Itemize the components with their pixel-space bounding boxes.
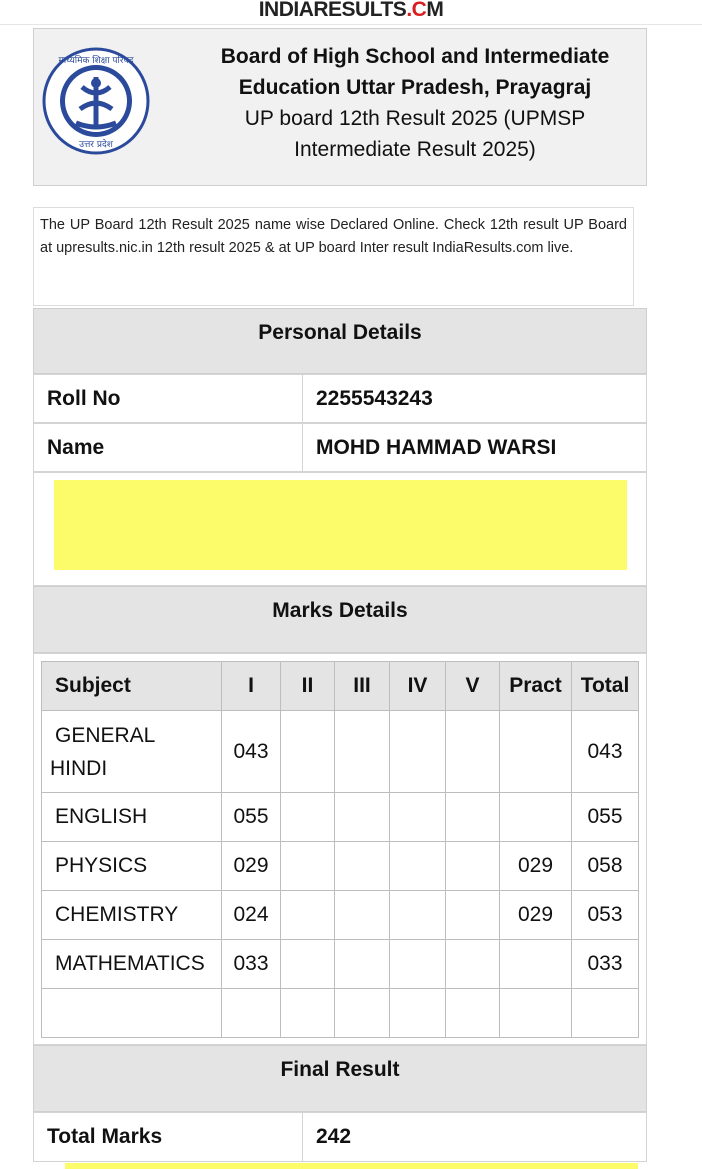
yellow-highlight (54, 480, 627, 570)
total-marks-value: 242 (316, 1125, 352, 1148)
subject-cell: CHEMISTRY (42, 891, 222, 940)
marks-header-row (42, 662, 639, 711)
highlight-box (33, 472, 647, 586)
subject-cell: GENERAL HINDI (42, 711, 222, 793)
mark-pract (500, 793, 572, 842)
table-row (42, 842, 639, 891)
table-row (42, 891, 639, 940)
col-iii: III (335, 662, 390, 711)
yellow-highlight-bottom (65, 1163, 638, 1169)
col-i: I (222, 662, 281, 711)
table-row (42, 711, 639, 793)
mark-i: 024 (222, 891, 281, 940)
roll-no-label: Roll No (47, 387, 121, 410)
mark-pract (500, 940, 572, 989)
result-title-line1: UP board 12th Result 2025 (UPMSP (244, 107, 586, 130)
mark-pract: 029 (500, 891, 572, 940)
marks-table-container (33, 653, 647, 1045)
board-title (212, 41, 618, 165)
table-row (42, 793, 639, 842)
mark-pract: 029 (500, 842, 572, 891)
brand-logo-text[interactable]: INDIARESULTS.CM (258, 0, 444, 21)
col-subject: Subject (42, 662, 222, 711)
col-ii: II (281, 662, 335, 711)
upmsp-emblem-icon (42, 47, 150, 155)
mark-pract (500, 711, 572, 793)
total-marks-label: Total Marks (47, 1125, 163, 1148)
result-notice: The UP Board 12th Result 2025 name wise Declared Online. Check 12th result UP Board at upresults.nic.in 12th result 2025 & at UP board Inter result IndiaResults.com live. (33, 207, 634, 306)
col-total: Total (572, 662, 639, 711)
mark-total: 058 (572, 842, 639, 891)
mark-i: 043 (222, 711, 281, 793)
roll-no-row (33, 374, 647, 423)
subject-cell: ENGLISH (42, 793, 222, 842)
marks-details-heading: Marks Details (33, 586, 647, 653)
table-row (42, 940, 639, 989)
mark-total: 053 (572, 891, 639, 940)
mark-total: 033 (572, 940, 639, 989)
col-iv: IV (390, 662, 446, 711)
mark-i: 029 (222, 842, 281, 891)
final-result-heading: Final Result (33, 1045, 647, 1112)
marks-table (41, 661, 639, 1038)
subject-cell: MATHEMATICS (42, 940, 222, 989)
personal-details-heading: Personal Details (33, 308, 647, 374)
result-title-line2: Intermediate Result 2025) (294, 138, 536, 161)
mark-total: 055 (572, 793, 639, 842)
board-header (33, 28, 647, 186)
col-v: V (446, 662, 500, 711)
name-label: Name (47, 436, 105, 459)
svg-text:माध्यमिक शिक्षा परिषद: माध्यमिक शिक्षा परिषद (58, 56, 134, 66)
subject-cell: PHYSICS (42, 842, 222, 891)
total-marks-row (33, 1112, 647, 1162)
mark-i: 033 (222, 940, 281, 989)
mark-total: 043 (572, 711, 639, 793)
name-row (33, 423, 647, 472)
roll-no-value: 2255543243 (316, 387, 433, 410)
svg-text:उत्तर प्रदेश: उत्तर प्रदेश (79, 140, 113, 150)
board-name-line1: Board of High School and Intermediate (220, 45, 610, 68)
mark-i: 055 (222, 793, 281, 842)
board-name-line2: Education Uttar Pradesh, Prayagraj (238, 76, 592, 99)
site-brand-header (0, 0, 702, 25)
table-row-empty (42, 989, 639, 1038)
name-value: MOHD HAMMAD WARSI (316, 436, 557, 459)
col-pract: Pract (500, 662, 572, 711)
